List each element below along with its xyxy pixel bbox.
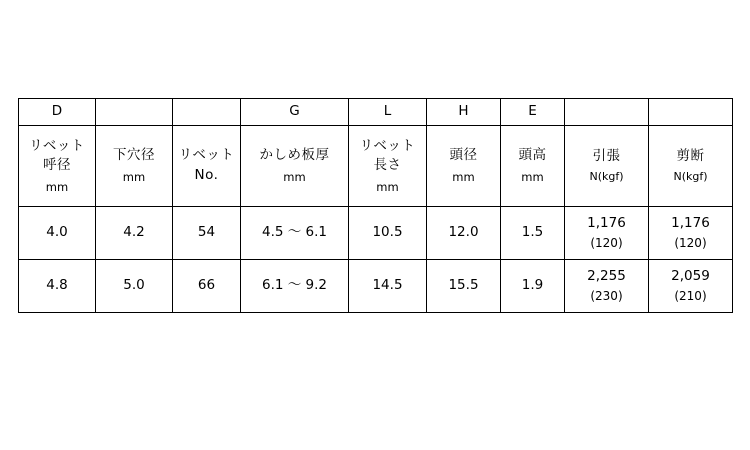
header-cell-head-height [501, 126, 565, 207]
cell-tensile [565, 260, 649, 313]
cell-head-diameter: 15.5 [427, 260, 501, 313]
cell-rivet-no: 66 [173, 260, 241, 313]
cell-rivet-length: 10.5 [349, 207, 427, 260]
header-cell-tensile [565, 126, 649, 207]
header-unit: mm [45, 179, 69, 194]
symbol-row [19, 99, 733, 126]
header-line1: リベット [29, 137, 85, 154]
header-line1: リベット [178, 147, 235, 164]
spec-table-container [18, 98, 732, 313]
symbol-cell-e: E [501, 99, 565, 126]
header-unit: mm [452, 169, 475, 184]
symbol-cell-d: D [19, 99, 96, 126]
header-cell-grip-thickness [241, 126, 349, 207]
cell-rivet-no: 54 [173, 207, 241, 260]
header-cell-rivet-no [173, 126, 241, 207]
header-cell-head-diameter [427, 126, 501, 207]
symbol-cell-blank-4 [649, 99, 733, 126]
header-unit: mm [521, 169, 544, 184]
symbol-cell-h: H [427, 99, 501, 126]
symbol-cell-blank-3 [565, 99, 649, 126]
header-line1: 剪断 [676, 148, 705, 165]
header-cell-rivet-diameter [19, 126, 96, 207]
header-line1: 引張 [592, 148, 621, 165]
header-unit: mm [122, 169, 146, 184]
cell-shear [649, 207, 733, 260]
cell-tensile-sub: (120) [590, 235, 623, 250]
cell-shear-main: 1,176 [671, 215, 710, 232]
header-line1: リベット [359, 137, 416, 154]
cell-shear-sub: (210) [674, 288, 707, 303]
symbol-cell-blank-2 [173, 99, 241, 126]
header-unit: N(kgf) [589, 169, 624, 183]
header-cell-pilot-hole [96, 126, 173, 207]
cell-head-height: 1.9 [501, 260, 565, 313]
header-line2: 長さ [373, 157, 402, 174]
cell-head-height: 1.5 [501, 207, 565, 260]
cell-rivet-length: 14.5 [349, 260, 427, 313]
cell-shear [649, 260, 733, 313]
cell-tensile-main: 1,176 [587, 215, 626, 232]
cell-head-diameter: 12.0 [427, 207, 501, 260]
symbol-cell-g: G [241, 99, 349, 126]
cell-rivet-diameter: 4.8 [19, 260, 96, 313]
cell-grip-thickness: 6.1 ～ 9.2 [241, 260, 349, 313]
symbol-cell-blank-1 [96, 99, 173, 126]
header-line1: 下穴径 [113, 147, 155, 164]
header-line1: 頭径 [449, 147, 478, 164]
cell-tensile-sub: (230) [590, 288, 623, 303]
cell-shear-sub: (120) [674, 235, 707, 250]
symbol-cell-l: L [349, 99, 427, 126]
cell-grip-thickness: 4.5 ～ 6.1 [241, 207, 349, 260]
header-row [19, 126, 733, 207]
cell-pilot-hole: 5.0 [96, 260, 173, 313]
rivet-spec-table [18, 98, 733, 313]
header-line2: 呼径 [43, 157, 71, 174]
cell-tensile [565, 207, 649, 260]
header-cell-shear [649, 126, 733, 207]
table-row [19, 207, 733, 260]
header-cell-rivet-length [349, 126, 427, 207]
header-unit: N(kgf) [673, 169, 708, 183]
cell-rivet-diameter: 4.0 [19, 207, 96, 260]
table-row [19, 260, 733, 313]
header-unit: mm [283, 169, 306, 184]
header-line1: かしめ板厚 [259, 147, 330, 164]
cell-tensile-main: 2,255 [587, 268, 626, 285]
cell-pilot-hole: 4.2 [96, 207, 173, 260]
header-line2: No. [194, 167, 219, 183]
header-line1: 頭高 [518, 147, 547, 164]
header-unit: mm [376, 179, 399, 194]
cell-shear-main: 2,059 [671, 268, 710, 285]
